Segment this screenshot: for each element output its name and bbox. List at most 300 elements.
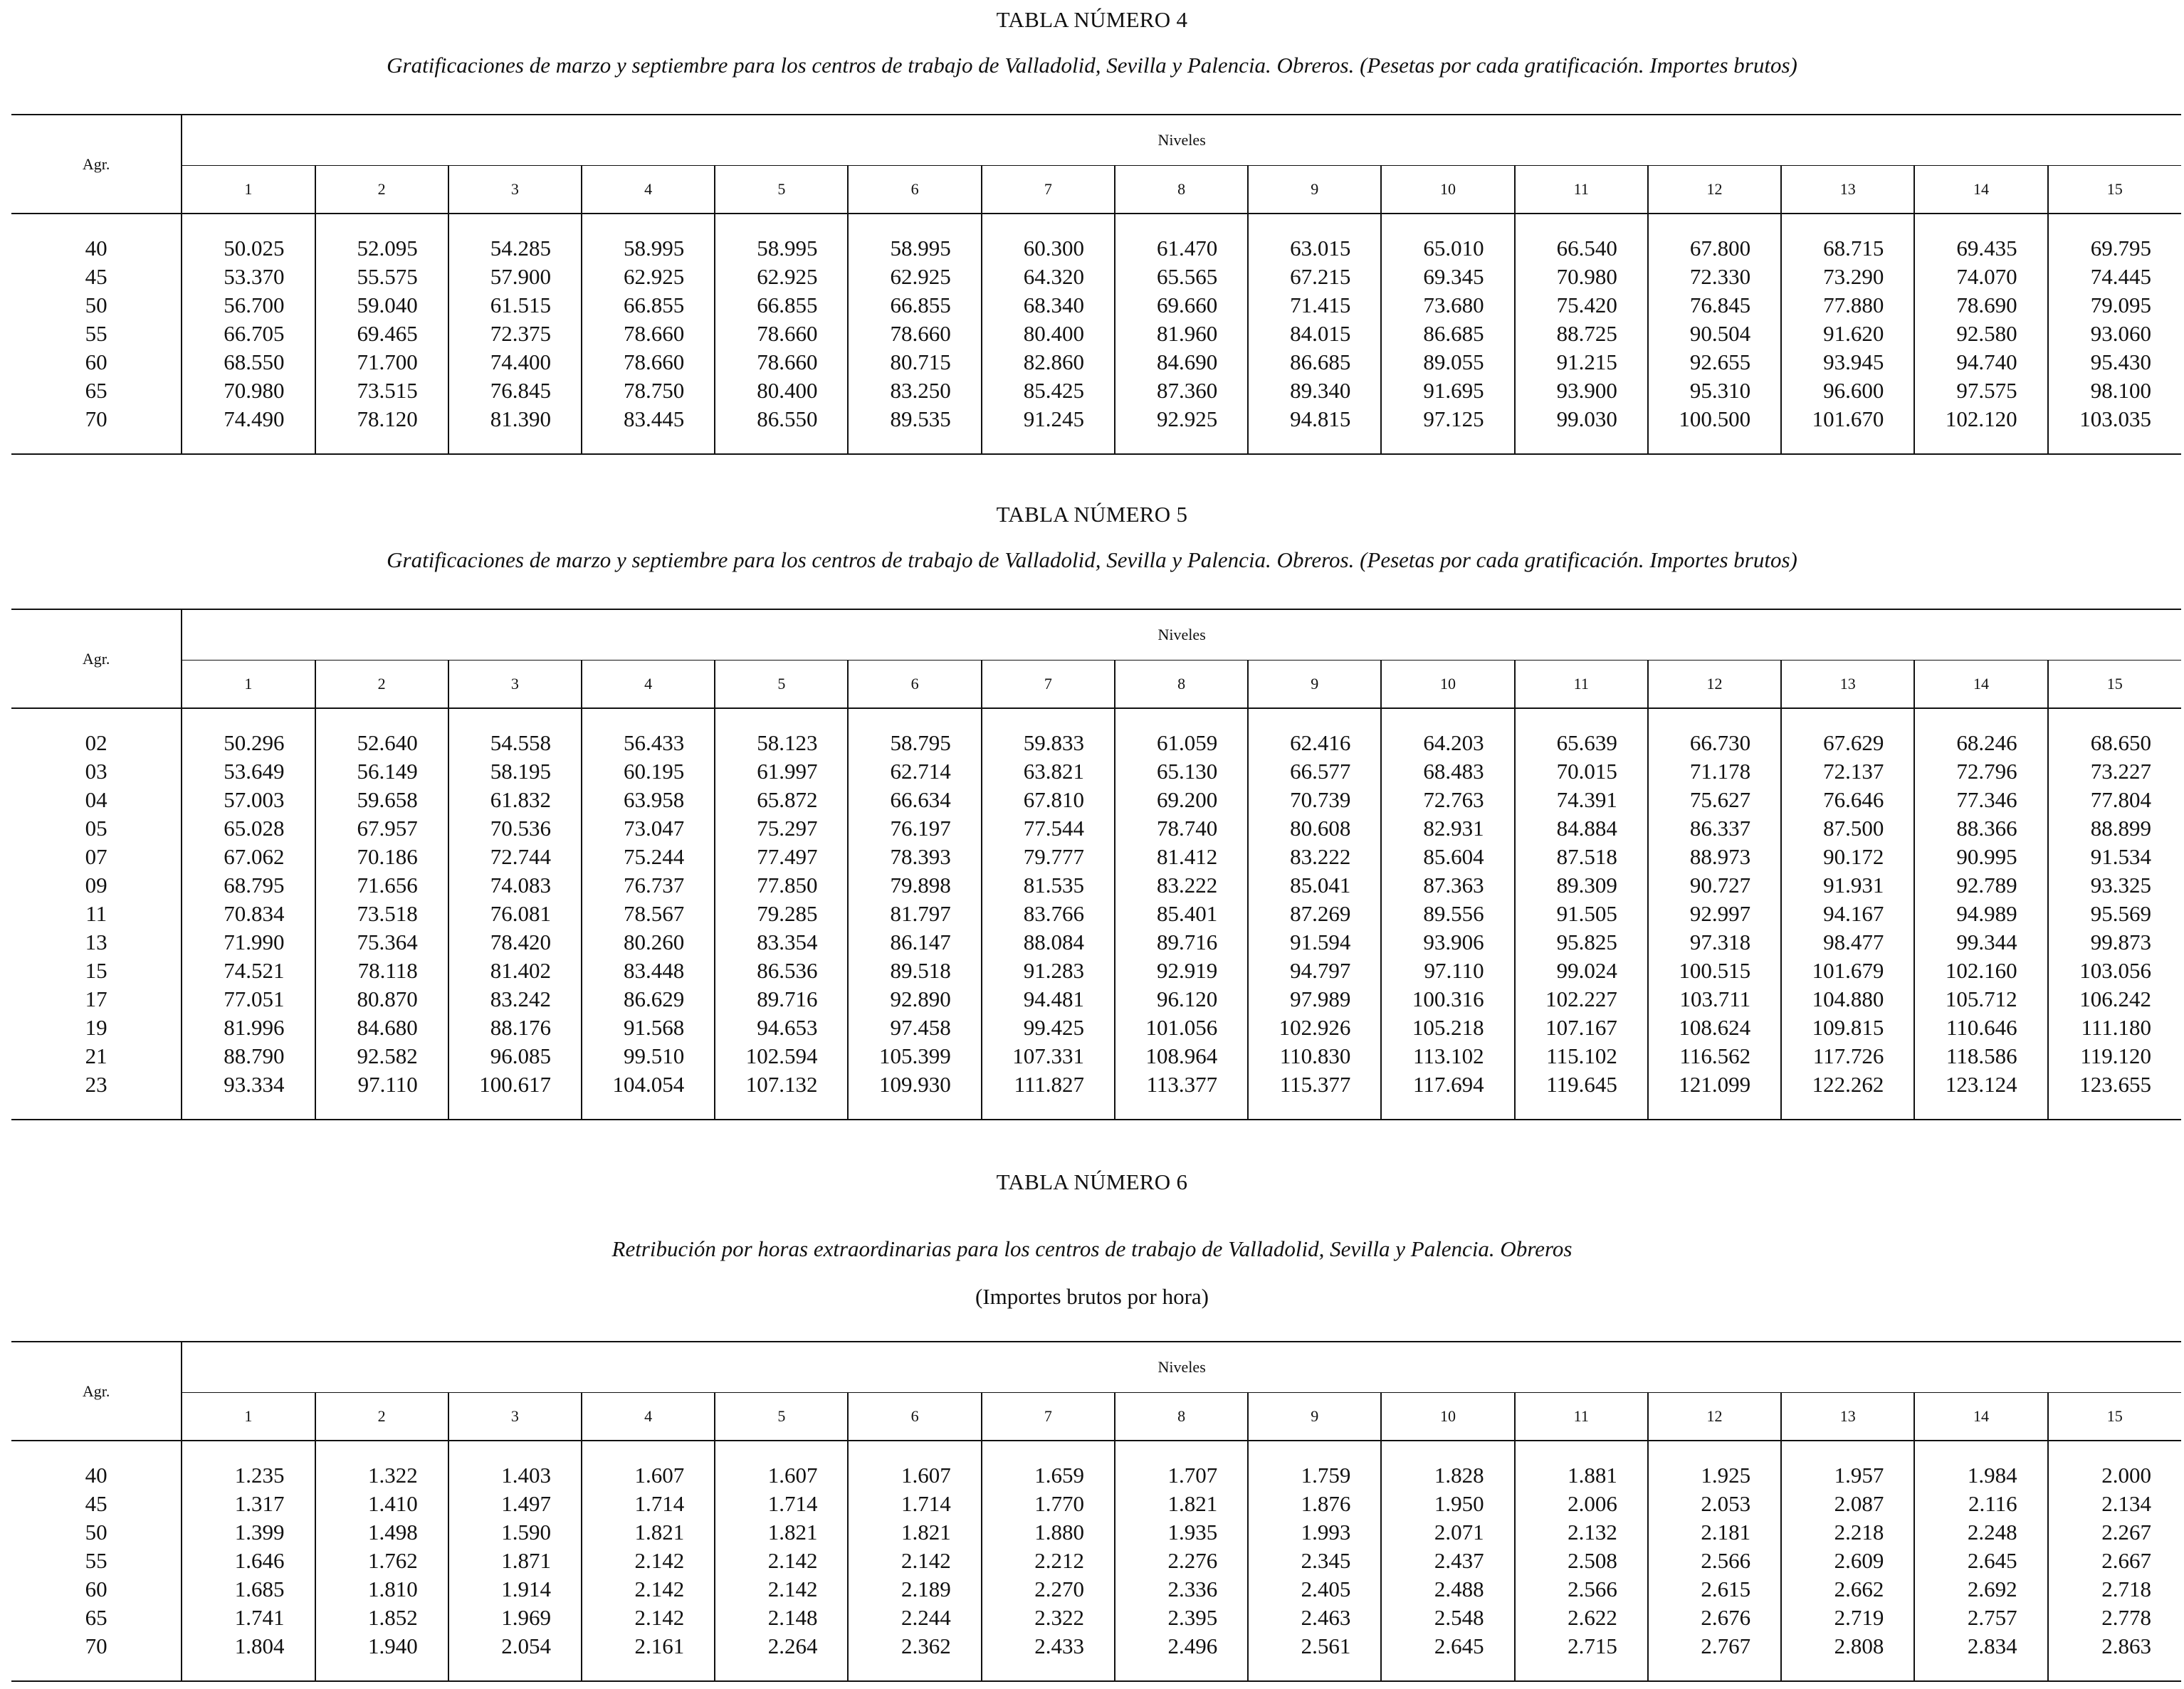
value-cell: 85.401 (1115, 900, 1248, 928)
value-cell: 119.120 (2048, 1042, 2181, 1070)
value-cell: 67.062 (182, 843, 315, 871)
value-cell: 1.871 (448, 1547, 582, 1575)
value-cell: 77.804 (2048, 786, 2181, 814)
value-cell: 87.518 (1515, 843, 1648, 871)
value-cell: 94.989 (1914, 900, 2047, 928)
value-cell: 80.260 (582, 928, 715, 957)
value-cell: 1.804 (182, 1632, 315, 1681)
value-cell: 79.285 (715, 900, 848, 928)
value-cell: 1.876 (1248, 1490, 1381, 1518)
value-cell: 107.167 (1515, 1014, 1648, 1042)
agr-cell: 07 (85, 844, 107, 869)
value-cell: 1.590 (448, 1518, 582, 1547)
value-cell: 71.656 (315, 871, 448, 900)
value-cell: 61.470 (1115, 214, 1248, 263)
value-cell: 2.719 (1781, 1604, 1914, 1632)
value-cell: 91.931 (1781, 871, 1914, 900)
value-cell: 87.360 (1115, 377, 1248, 405)
value-cell: 2.622 (1515, 1604, 1648, 1632)
value-cell: 83.222 (1248, 843, 1381, 871)
value-cell: 2.433 (982, 1632, 1115, 1681)
value-cell: 117.694 (1381, 1070, 1514, 1120)
value-cell: 88.899 (2048, 814, 2181, 843)
table-row (11, 786, 2181, 814)
level-header: 9 (1248, 166, 1381, 214)
value-cell: 67.810 (982, 786, 1115, 814)
value-cell: 2.142 (848, 1547, 981, 1575)
agr-cell: 45 (85, 264, 107, 289)
value-cell: 113.102 (1381, 1042, 1514, 1070)
value-cell: 50.025 (182, 214, 315, 263)
value-cell: 1.881 (1515, 1441, 1648, 1490)
value-cell: 94.797 (1248, 957, 1381, 985)
value-cell: 89.340 (1248, 377, 1381, 405)
value-cell: 80.715 (848, 348, 981, 377)
value-cell: 2.463 (1248, 1604, 1381, 1632)
value-cell: 95.825 (1515, 928, 1648, 957)
value-cell: 90.504 (1648, 320, 1781, 348)
value-cell: 2.645 (1914, 1547, 2047, 1575)
level-header: 7 (982, 661, 1115, 709)
value-cell: 73.047 (582, 814, 715, 843)
value-cell: 2.267 (2048, 1518, 2181, 1547)
agr-cell: 60 (85, 349, 107, 374)
value-cell: 83.250 (848, 377, 981, 405)
agr-header: Agr. (11, 115, 182, 214)
level-header: 4 (582, 1393, 715, 1441)
table-subtitle: Gratificaciones de marzo y septiembre para los centros de trabajo de Valladolid, Sevilla y Palencia. Obreros. (Pesetas por cada gratificación. Importes brutos) (387, 53, 1797, 78)
value-cell: 83.354 (715, 928, 848, 957)
value-cell: 73.227 (2048, 757, 2181, 786)
value-cell: 2.615 (1648, 1575, 1781, 1604)
value-cell: 62.925 (715, 263, 848, 291)
value-cell: 62.925 (582, 263, 715, 291)
value-cell: 65.028 (182, 814, 315, 843)
value-cell: 84.680 (315, 1014, 448, 1042)
table-row (11, 291, 2181, 320)
level-header: 5 (715, 166, 848, 214)
level-header: 11 (1515, 661, 1648, 709)
value-cell: 61.997 (715, 757, 848, 786)
value-cell: 75.364 (315, 928, 448, 957)
value-cell: 81.960 (1115, 320, 1248, 348)
value-cell: 66.730 (1648, 708, 1781, 757)
table-row (11, 1547, 2181, 1575)
value-cell: 91.594 (1248, 928, 1381, 957)
value-cell: 2.212 (982, 1547, 1115, 1575)
value-cell: 2.566 (1648, 1547, 1781, 1575)
value-cell: 56.149 (315, 757, 448, 786)
value-cell: 1.707 (1115, 1441, 1248, 1490)
level-header: 2 (315, 166, 448, 214)
level-header: 9 (1248, 661, 1381, 709)
value-cell: 94.740 (1914, 348, 2047, 377)
value-cell: 86.536 (715, 957, 848, 985)
value-cell: 71.700 (315, 348, 448, 377)
value-cell: 2.395 (1115, 1604, 1248, 1632)
level-header: 12 (1648, 1393, 1781, 1441)
level-header: 2 (315, 661, 448, 709)
value-cell: 63.821 (982, 757, 1115, 786)
value-cell: 69.795 (2048, 214, 2181, 263)
value-cell: 2.548 (1381, 1604, 1514, 1632)
value-cell: 92.890 (848, 985, 981, 1014)
value-cell: 121.099 (1648, 1070, 1781, 1120)
value-cell: 109.815 (1781, 1014, 1914, 1042)
value-cell: 2.132 (1515, 1518, 1648, 1547)
value-cell: 78.118 (315, 957, 448, 985)
value-cell: 58.995 (582, 214, 715, 263)
value-cell: 55.575 (315, 263, 448, 291)
level-header: 4 (582, 661, 715, 709)
value-cell: 100.316 (1381, 985, 1514, 1014)
value-cell: 2.767 (1648, 1632, 1781, 1681)
value-cell: 91.620 (1781, 320, 1914, 348)
table-row (11, 348, 2181, 377)
value-cell: 57.900 (448, 263, 582, 291)
value-cell: 99.344 (1914, 928, 2047, 957)
table-row (11, 1518, 2181, 1547)
value-cell: 83.445 (582, 405, 715, 454)
value-cell: 82.931 (1381, 814, 1514, 843)
table-row (11, 263, 2181, 291)
value-cell: 77.544 (982, 814, 1115, 843)
value-cell: 2.142 (582, 1575, 715, 1604)
value-cell: 1.984 (1914, 1441, 2047, 1490)
value-cell: 84.015 (1248, 320, 1381, 348)
value-cell: 54.285 (448, 214, 582, 263)
value-cell: 62.416 (1248, 708, 1381, 757)
value-cell: 72.763 (1381, 786, 1514, 814)
value-cell: 94.653 (715, 1014, 848, 1042)
level-header: 13 (1781, 166, 1914, 214)
value-cell: 72.796 (1914, 757, 2047, 786)
value-cell: 68.715 (1781, 214, 1914, 263)
value-cell: 1.759 (1248, 1441, 1381, 1490)
value-cell: 111.180 (2048, 1014, 2181, 1042)
value-cell: 104.880 (1781, 985, 1914, 1014)
level-header: 2 (315, 1393, 448, 1441)
value-cell: 2.834 (1914, 1632, 2047, 1681)
value-cell: 97.110 (315, 1070, 448, 1120)
value-cell: 92.919 (1115, 957, 1248, 985)
value-cell: 89.309 (1515, 871, 1648, 900)
value-cell: 1.762 (315, 1547, 448, 1575)
value-cell: 102.594 (715, 1042, 848, 1070)
value-cell: 85.604 (1381, 843, 1514, 871)
value-cell: 60.300 (982, 214, 1115, 263)
value-cell: 2.488 (1381, 1575, 1514, 1604)
value-cell: 110.830 (1248, 1042, 1381, 1070)
value-cell: 58.195 (448, 757, 582, 786)
value-cell: 88.973 (1648, 843, 1781, 871)
level-header: 3 (448, 1393, 582, 1441)
agr-cell: 55 (85, 1548, 107, 1573)
value-cell: 79.777 (982, 843, 1115, 871)
value-cell: 69.200 (1115, 786, 1248, 814)
value-cell: 96.600 (1781, 377, 1914, 405)
agr-cell: 70 (11, 405, 182, 454)
value-cell: 115.377 (1248, 1070, 1381, 1120)
value-cell: 2.561 (1248, 1632, 1381, 1681)
level-header: 6 (848, 1393, 981, 1441)
value-cell: 82.860 (982, 348, 1115, 377)
value-cell: 103.035 (2048, 405, 2181, 454)
value-cell: 71.415 (1248, 291, 1381, 320)
value-cell: 66.855 (848, 291, 981, 320)
level-header: 1 (182, 166, 315, 214)
agr-cell: 15 (85, 958, 107, 983)
table-row (11, 320, 2181, 348)
value-cell: 94.167 (1781, 900, 1914, 928)
value-cell: 67.215 (1248, 263, 1381, 291)
value-cell: 1.940 (315, 1632, 448, 1681)
level-header: 8 (1115, 1393, 1248, 1441)
table-body (11, 1441, 2181, 1681)
value-cell: 2.276 (1115, 1547, 1248, 1575)
value-cell: 91.215 (1515, 348, 1648, 377)
value-cell: 2.609 (1781, 1547, 1914, 1575)
value-cell: 2.264 (715, 1632, 848, 1681)
value-cell: 89.716 (1115, 928, 1248, 957)
value-cell: 75.244 (582, 843, 715, 871)
value-cell: 2.270 (982, 1575, 1115, 1604)
table-header (11, 1342, 2181, 1441)
value-cell: 99.425 (982, 1014, 1115, 1042)
value-cell: 67.800 (1648, 214, 1781, 263)
value-cell: 2.248 (1914, 1518, 2047, 1547)
table-subtitle: Gratificaciones de marzo y septiembre para los centros de trabajo de Valladolid, Sevilla y Palencia. Obreros. (Pesetas por cada gratificación. Importes brutos) (387, 547, 1797, 572)
agr-cell: 02 (85, 730, 107, 755)
table-row (11, 814, 2181, 843)
value-cell: 89.556 (1381, 900, 1514, 928)
value-cell: 68.340 (982, 291, 1115, 320)
value-cell: 111.827 (982, 1070, 1115, 1120)
agr-cell: 05 (85, 816, 107, 841)
agr-cell: 65 (85, 1605, 107, 1630)
value-cell: 1.659 (982, 1441, 1115, 1490)
value-cell: 66.577 (1248, 757, 1381, 786)
value-cell: 78.690 (1914, 291, 2047, 320)
level-header: 13 (1781, 1393, 1914, 1441)
level-header: 11 (1515, 1393, 1648, 1441)
value-cell: 1.646 (182, 1547, 315, 1575)
value-cell: 72.137 (1781, 757, 1914, 786)
value-cell: 1.317 (182, 1490, 315, 1518)
level-header: 14 (1914, 1393, 2047, 1441)
agr-cell: 65 (85, 378, 107, 403)
value-cell: 78.750 (582, 377, 715, 405)
value-cell: 1.957 (1781, 1441, 1914, 1490)
value-cell: 2.134 (2048, 1490, 2181, 1518)
value-cell: 102.120 (1914, 405, 2047, 454)
table-subtitle: Retribución por horas extraordinarias para los centros de trabajo de Valladolid, Sevilla y Palencia. Obreros (611, 1236, 1573, 1261)
value-cell: 86.685 (1248, 348, 1381, 377)
value-cell: 68.650 (2048, 708, 2181, 757)
value-cell: 99.873 (2048, 928, 2181, 957)
value-cell: 81.535 (982, 871, 1115, 900)
niveles-header: Niveles (182, 609, 2181, 661)
value-cell: 1.821 (715, 1518, 848, 1547)
value-cell: 53.649 (182, 757, 315, 786)
table-row (11, 843, 2181, 871)
value-cell: 86.147 (848, 928, 981, 957)
value-cell: 74.490 (182, 405, 315, 454)
value-cell: 77.497 (715, 843, 848, 871)
level-header: 11 (1515, 166, 1648, 214)
value-cell: 93.900 (1515, 377, 1648, 405)
table-row (11, 1042, 2181, 1070)
value-cell: 1.498 (315, 1518, 448, 1547)
value-cell: 2.142 (582, 1547, 715, 1575)
value-cell: 62.925 (848, 263, 981, 291)
value-cell: 1.935 (1115, 1518, 1248, 1547)
value-cell: 1.993 (1248, 1518, 1381, 1547)
value-cell: 80.400 (982, 320, 1115, 348)
value-cell: 90.172 (1781, 843, 1914, 871)
value-cell: 2.405 (1248, 1575, 1381, 1604)
table-title: TABLA NÚMERO 4 (996, 7, 1188, 32)
agr-cell: 23 (11, 1070, 182, 1120)
value-cell: 104.054 (582, 1070, 715, 1120)
value-cell: 1.685 (182, 1575, 315, 1604)
value-cell: 61.515 (448, 291, 582, 320)
agr-cell: 04 (85, 787, 107, 812)
value-cell: 66.634 (848, 786, 981, 814)
table-row (11, 928, 2181, 957)
value-cell: 109.930 (848, 1070, 981, 1120)
value-cell: 56.700 (182, 291, 315, 320)
value-cell: 86.337 (1648, 814, 1781, 843)
value-cell: 1.410 (315, 1490, 448, 1518)
value-cell: 89.535 (848, 405, 981, 454)
agr-cell: 11 (85, 901, 107, 926)
value-cell: 68.483 (1381, 757, 1514, 786)
value-cell: 73.680 (1381, 291, 1514, 320)
table-note: (Importes brutos por hora) (975, 1284, 1209, 1309)
value-cell: 92.789 (1914, 871, 2047, 900)
level-header: 10 (1381, 166, 1514, 214)
table-body (11, 214, 2181, 454)
value-cell: 1.821 (848, 1518, 981, 1547)
value-cell: 64.320 (982, 263, 1115, 291)
value-cell: 73.290 (1781, 263, 1914, 291)
value-cell: 97.110 (1381, 957, 1514, 985)
level-header: 6 (848, 166, 981, 214)
value-cell: 97.125 (1381, 405, 1514, 454)
value-cell: 92.655 (1648, 348, 1781, 377)
value-cell: 88.084 (982, 928, 1115, 957)
table-row (11, 1441, 2181, 1490)
table-row (11, 1575, 2181, 1604)
level-header: 4 (582, 166, 715, 214)
value-cell: 66.855 (582, 291, 715, 320)
value-cell: 2.000 (2048, 1441, 2181, 1490)
value-cell: 92.925 (1115, 405, 1248, 454)
value-cell: 102.227 (1515, 985, 1648, 1014)
value-cell: 88.725 (1515, 320, 1648, 348)
value-cell: 1.821 (1115, 1490, 1248, 1518)
value-cell: 70.980 (182, 377, 315, 405)
value-cell: 83.448 (582, 957, 715, 985)
value-cell: 72.744 (448, 843, 582, 871)
table-row (11, 1604, 2181, 1632)
value-cell: 54.558 (448, 708, 582, 757)
value-cell: 91.283 (982, 957, 1115, 985)
value-cell: 91.568 (582, 1014, 715, 1042)
value-cell: 83.222 (1115, 871, 1248, 900)
table-row (11, 214, 2181, 263)
value-cell: 97.458 (848, 1014, 981, 1042)
table-row (11, 377, 2181, 405)
level-header: 15 (2048, 1393, 2181, 1441)
level-header: 8 (1115, 661, 1248, 709)
level-header: 8 (1115, 166, 1248, 214)
value-cell: 79.095 (2048, 291, 2181, 320)
value-cell: 2.662 (1781, 1575, 1914, 1604)
value-cell: 99.510 (582, 1042, 715, 1070)
agr-cell: 50 (85, 1520, 107, 1545)
value-cell: 119.645 (1515, 1070, 1648, 1120)
value-cell: 97.989 (1248, 985, 1381, 1014)
value-cell: 78.567 (582, 900, 715, 928)
value-cell: 2.645 (1381, 1632, 1514, 1681)
level-header: 14 (1914, 661, 2047, 709)
value-cell: 63.015 (1248, 214, 1381, 263)
value-cell: 92.582 (315, 1042, 448, 1070)
level-header: 13 (1781, 661, 1914, 709)
value-cell: 2.336 (1115, 1575, 1248, 1604)
value-cell: 91.505 (1515, 900, 1648, 928)
agr-cell: 70 (11, 1632, 182, 1681)
value-cell: 64.203 (1381, 708, 1514, 757)
value-cell: 77.850 (715, 871, 848, 900)
value-cell: 75.297 (715, 814, 848, 843)
value-cell: 65.639 (1515, 708, 1648, 757)
value-cell: 76.737 (582, 871, 715, 900)
value-cell: 1.880 (982, 1518, 1115, 1547)
value-cell: 94.815 (1248, 405, 1381, 454)
level-header: 3 (448, 166, 582, 214)
value-cell: 88.366 (1914, 814, 2047, 843)
value-cell: 100.500 (1648, 405, 1781, 454)
level-header: 1 (182, 661, 315, 709)
value-cell: 81.996 (182, 1014, 315, 1042)
value-cell: 2.362 (848, 1632, 981, 1681)
agr-cell: 50 (85, 293, 107, 317)
agr-cell: 40 (85, 1463, 107, 1488)
value-cell: 79.898 (848, 871, 981, 900)
value-cell: 122.262 (1781, 1070, 1914, 1120)
value-cell: 86.550 (715, 405, 848, 454)
level-header: 15 (2048, 661, 2181, 709)
level-header: 12 (1648, 661, 1781, 709)
value-cell: 93.945 (1781, 348, 1914, 377)
value-cell: 2.053 (1648, 1490, 1781, 1518)
table-row (11, 757, 2181, 786)
value-cell: 74.521 (182, 957, 315, 985)
value-cell: 2.087 (1781, 1490, 1914, 1518)
value-cell: 62.714 (848, 757, 981, 786)
value-cell: 74.070 (1914, 263, 2047, 291)
level-header: 7 (982, 166, 1115, 214)
value-cell: 78.393 (848, 843, 981, 871)
agr-cell: 55 (85, 321, 107, 346)
table-row (11, 871, 2181, 900)
value-cell: 76.845 (448, 377, 582, 405)
value-cell: 102.926 (1248, 1014, 1381, 1042)
value-cell: 94.481 (982, 985, 1115, 1014)
